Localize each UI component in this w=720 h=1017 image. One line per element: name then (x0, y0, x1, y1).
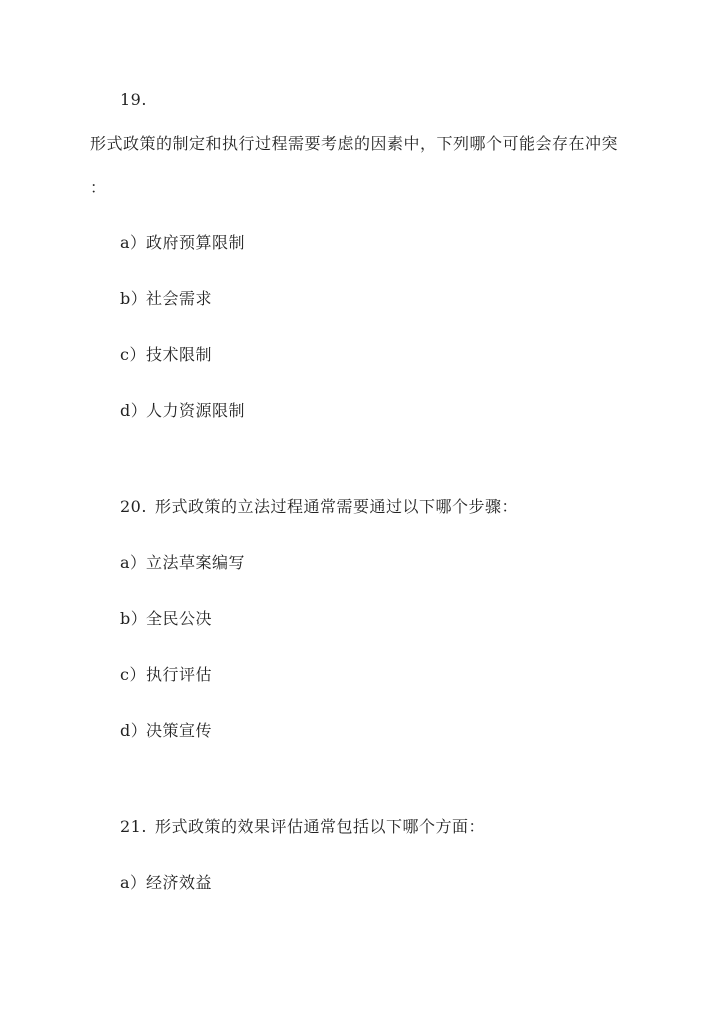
question-20-option-a (120, 553, 245, 573)
option-text: 经济效益 (146, 873, 213, 892)
option-text: 决策宣传 (146, 721, 213, 740)
question-20-title (120, 497, 518, 517)
option-text: 立法草案编写 (146, 553, 246, 572)
option-label: c） (120, 345, 146, 364)
question-21-number: 21. (120, 817, 147, 836)
option-text: 执行评估 (146, 665, 213, 684)
question-21-title (120, 817, 485, 837)
option-text: 人力资源限制 (146, 401, 246, 420)
question-20-option-b (120, 609, 212, 629)
question-19-option-b (120, 289, 212, 309)
question-19-option-d (120, 401, 245, 421)
option-label: d） (120, 721, 148, 740)
option-label: d） (120, 401, 148, 420)
question-19-number: 19. (120, 90, 147, 109)
question-20-option-c (120, 665, 212, 685)
question-20-option-d (120, 721, 212, 741)
option-text: 技术限制 (146, 345, 213, 364)
question-20-text: 形式政策的立法过程通常需要通过以下哪个步骤： (154, 497, 518, 516)
option-label: a） (120, 873, 147, 892)
option-label: a） (120, 233, 147, 252)
option-label: a） (120, 553, 147, 572)
option-text: 社会需求 (146, 289, 213, 308)
question-21-text: 形式政策的效果评估通常包括以下哪个方面： (154, 817, 485, 836)
question-19-text: 形式政策的制定和执行过程需要考虑的因素中，下列哪个可能会存在冲突 (90, 134, 619, 153)
question-19-option-c (120, 345, 212, 365)
option-text: 全民公决 (146, 609, 213, 628)
question-19-option-a (120, 233, 245, 253)
option-label: b） (120, 289, 148, 308)
option-label: c） (120, 665, 146, 684)
question-21-option-a (120, 873, 212, 893)
question-20-number: 20. (120, 497, 147, 516)
option-label: b） (120, 609, 148, 628)
question-19-text-continuation: ： (90, 178, 107, 197)
option-text: 政府预算限制 (146, 233, 246, 252)
